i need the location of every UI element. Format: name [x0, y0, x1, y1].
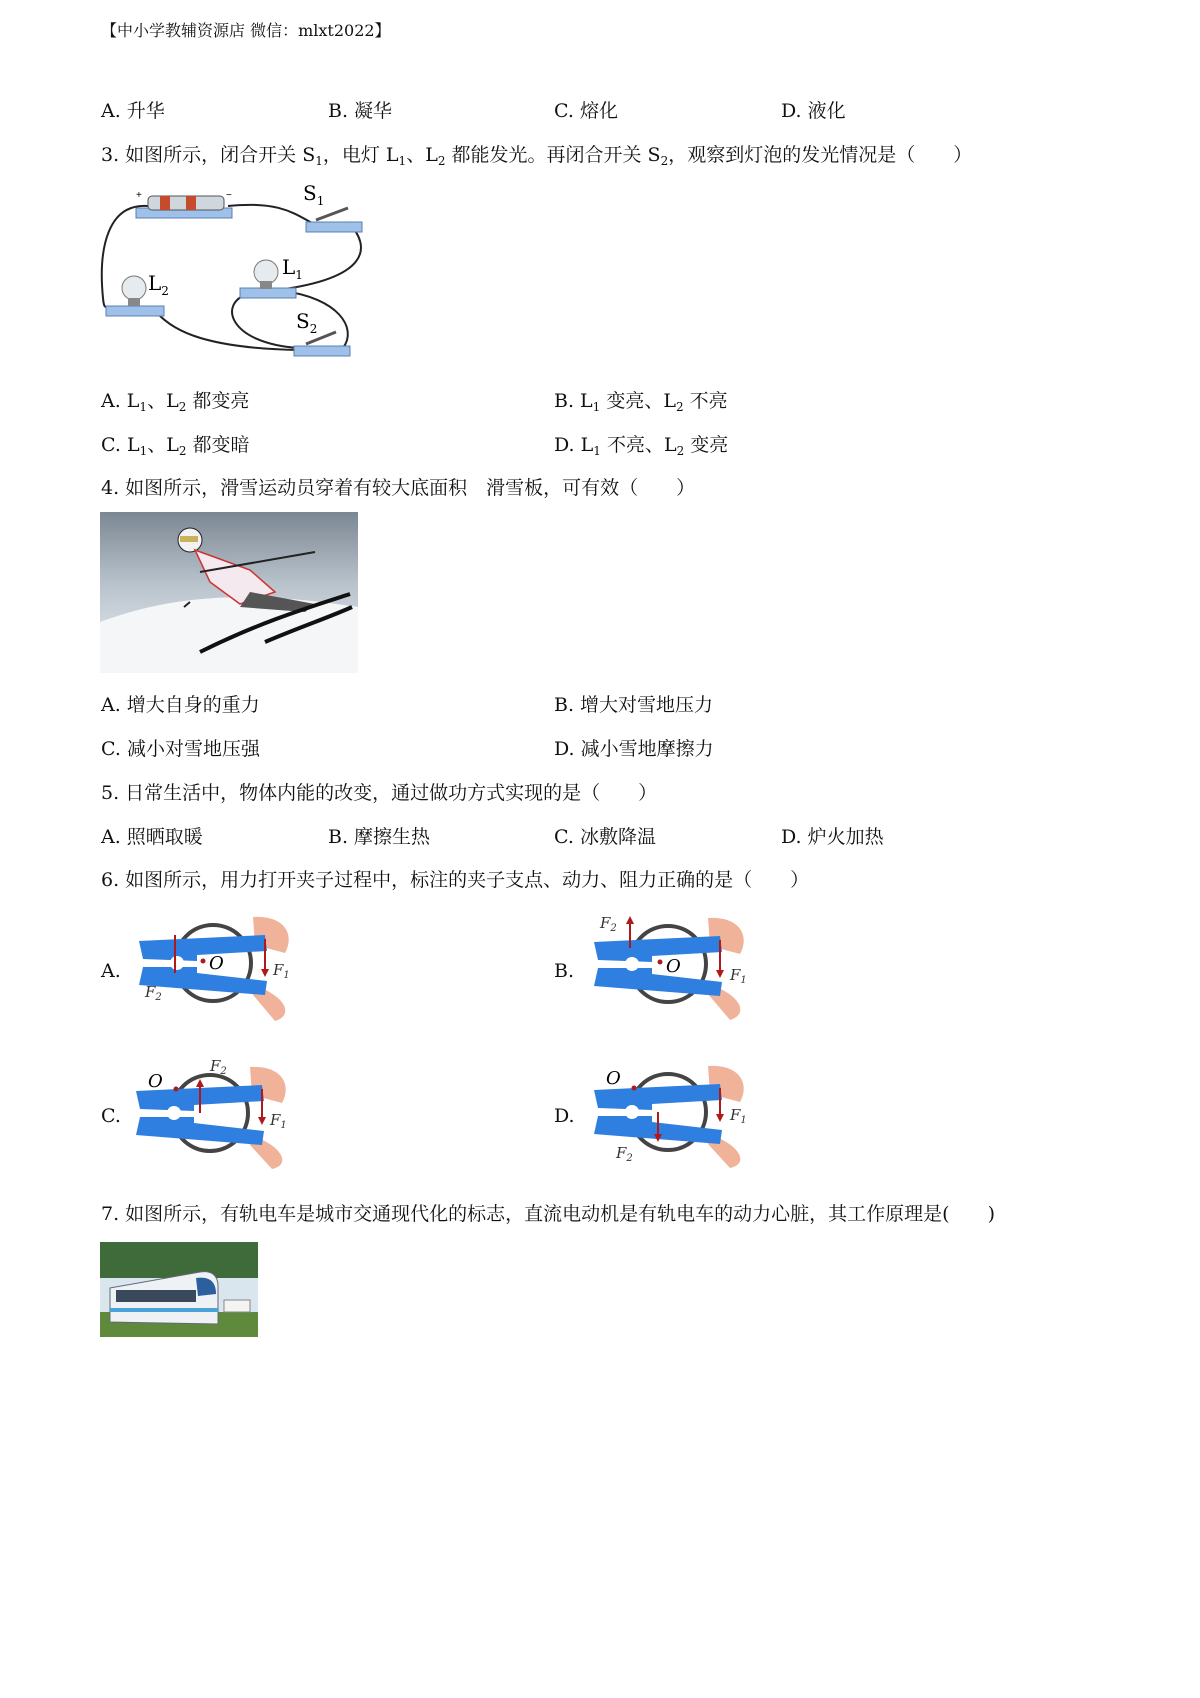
- q4-option-b: B. 增大对雪地压力: [554, 694, 714, 716]
- fulcrum-dot: [632, 1086, 637, 1091]
- arrowhead: [258, 1117, 266, 1125]
- q7-stem: 7. 如图所示，有轨电车是城市交通现代化的标志，直流电动机是有轨电车的动力心脏，其工作原理是( ): [101, 1203, 995, 1225]
- wire: [232, 294, 298, 348]
- arrowhead: [261, 969, 269, 977]
- q3-option-c: C. $L_1$、$L_2$ 都变暗: [101, 434, 250, 458]
- q6-figure-a: [135, 915, 295, 1025]
- q2-option-b: B. 凝华: [328, 100, 393, 122]
- f1-label: $F_1$: [730, 1106, 747, 1126]
- fulcrum-o-label: O: [148, 1071, 163, 1092]
- q5-option-a: A. 照晒取暖: [101, 826, 203, 848]
- fulcrum-o-label: O: [606, 1068, 621, 1089]
- q3-stem: 3. 如图所示，闭合开关 $S_1$，电灯 $L_1$、$L_2$ 都能发光。再闭合开关 $S_2$，观察到灯泡的发光情况是（ ）: [101, 144, 973, 168]
- q6-option-c-label: C.: [101, 1105, 121, 1127]
- q4-skier-photo: [100, 512, 358, 673]
- clip-lower-arm: [139, 967, 267, 995]
- q6-stem: 6. 如图所示，用力打开夹子过程中，标注的夹子支点、动力、阻力正确的是（ ）: [101, 869, 810, 891]
- battery-plus-label: +: [136, 190, 142, 201]
- clip-hole: [625, 957, 639, 971]
- tram-windows: [116, 1290, 196, 1302]
- q5-option-b: B. 摩擦生热: [328, 826, 431, 848]
- q6-option-b-label: B.: [554, 960, 575, 982]
- q5-option-c: C. 冰敷降温: [554, 826, 656, 848]
- q2-option-a: A. 升华: [101, 100, 165, 122]
- fulcrum-dot: [658, 960, 663, 965]
- q6-option-a-label: A.: [101, 960, 121, 982]
- q6-figure-d: [590, 1060, 760, 1170]
- goggles: [180, 536, 198, 542]
- f1-label: $F_1$: [270, 1111, 287, 1131]
- arrowhead: [716, 970, 724, 978]
- clip-lower-arm: [136, 1117, 264, 1145]
- switch-s2-base: [294, 346, 350, 356]
- f1-label: $F_1$: [730, 966, 747, 986]
- switch-s1-base: [306, 222, 362, 232]
- f2-label: $F_2$: [145, 983, 162, 1003]
- q3-option-a: A. $L_1$、$L_2$ 都变亮: [101, 390, 250, 414]
- clip-lower-arm: [594, 968, 722, 996]
- bulb-l1: [254, 260, 278, 284]
- switch-s1-lever: [316, 208, 348, 220]
- q5-stem: 5. 日常生活中，物体内能的改变，通过做功方式实现的是（ ）: [101, 782, 658, 804]
- clip-hole: [170, 956, 184, 970]
- battery-band: [160, 196, 170, 210]
- q6-figure-b: [590, 910, 750, 1022]
- bulb-l2-label: $L_2$: [148, 271, 169, 298]
- q7-tram-photo: [100, 1242, 258, 1337]
- bulb-l1-label: $L_1$: [282, 255, 303, 282]
- fulcrum-o-label: O: [666, 956, 681, 977]
- q6-figure-c: [132, 1055, 292, 1170]
- clip-upper-arm: [594, 936, 722, 962]
- arrowhead: [716, 1114, 724, 1122]
- car: [224, 1300, 250, 1312]
- q4-option-c: C. 减小对雪地压强: [101, 738, 260, 760]
- fulcrum-o-label: O: [209, 953, 224, 974]
- bulb-l2-base: [106, 306, 164, 316]
- q6-option-d-label: D.: [554, 1105, 575, 1127]
- q4-stem: 4. 如图所示，滑雪运动员穿着有较大底面积 滑雪板，可有效（ ）: [101, 477, 696, 499]
- q5-option-d: D. 炉火加热: [781, 826, 884, 848]
- arrowhead: [196, 1079, 204, 1087]
- bulb-l2-socket: [128, 298, 140, 306]
- f2-label: $F_2$: [210, 1057, 227, 1077]
- switch-s1-label: $S_1$: [303, 181, 325, 208]
- clip-hole: [167, 1106, 181, 1120]
- q4-option-a: A. 增大自身的重力: [101, 694, 260, 716]
- arrowhead: [626, 916, 634, 924]
- switch-s2-label: $S_2$: [296, 309, 318, 336]
- trees: [100, 1242, 258, 1278]
- q3-option-d: D. $L_1$ 不亮、$L_2$ 变亮: [554, 434, 729, 458]
- q4-option-d: D. 减小雪地摩擦力: [554, 738, 714, 760]
- bulb-l2: [122, 276, 146, 300]
- clip-hole: [625, 1105, 639, 1119]
- f2-label: $F_2$: [616, 1144, 633, 1164]
- battery-minus-label: −: [226, 190, 232, 201]
- fulcrum-dot: [201, 959, 206, 964]
- bulb-l1-socket: [260, 281, 272, 289]
- q3-option-b: B. $L_1$ 变亮、$L_2$ 不亮: [554, 390, 728, 414]
- clip-upper-arm: [139, 935, 267, 961]
- q2-option-c: C. 熔化: [554, 100, 618, 122]
- page-header: 【中小学教辅资源店 微信：mlxt2022】: [101, 21, 391, 40]
- bulb-l1-base: [240, 288, 296, 298]
- wire: [153, 308, 298, 350]
- battery-band: [186, 196, 196, 210]
- q3-circuit-diagram: [98, 178, 368, 364]
- f2-label: $F_2$: [600, 914, 617, 934]
- tram-stripe: [110, 1308, 218, 1312]
- f1-label: $F_1$: [273, 961, 290, 981]
- q2-option-d: D. 液化: [781, 100, 846, 122]
- fulcrum-dot: [174, 1087, 179, 1092]
